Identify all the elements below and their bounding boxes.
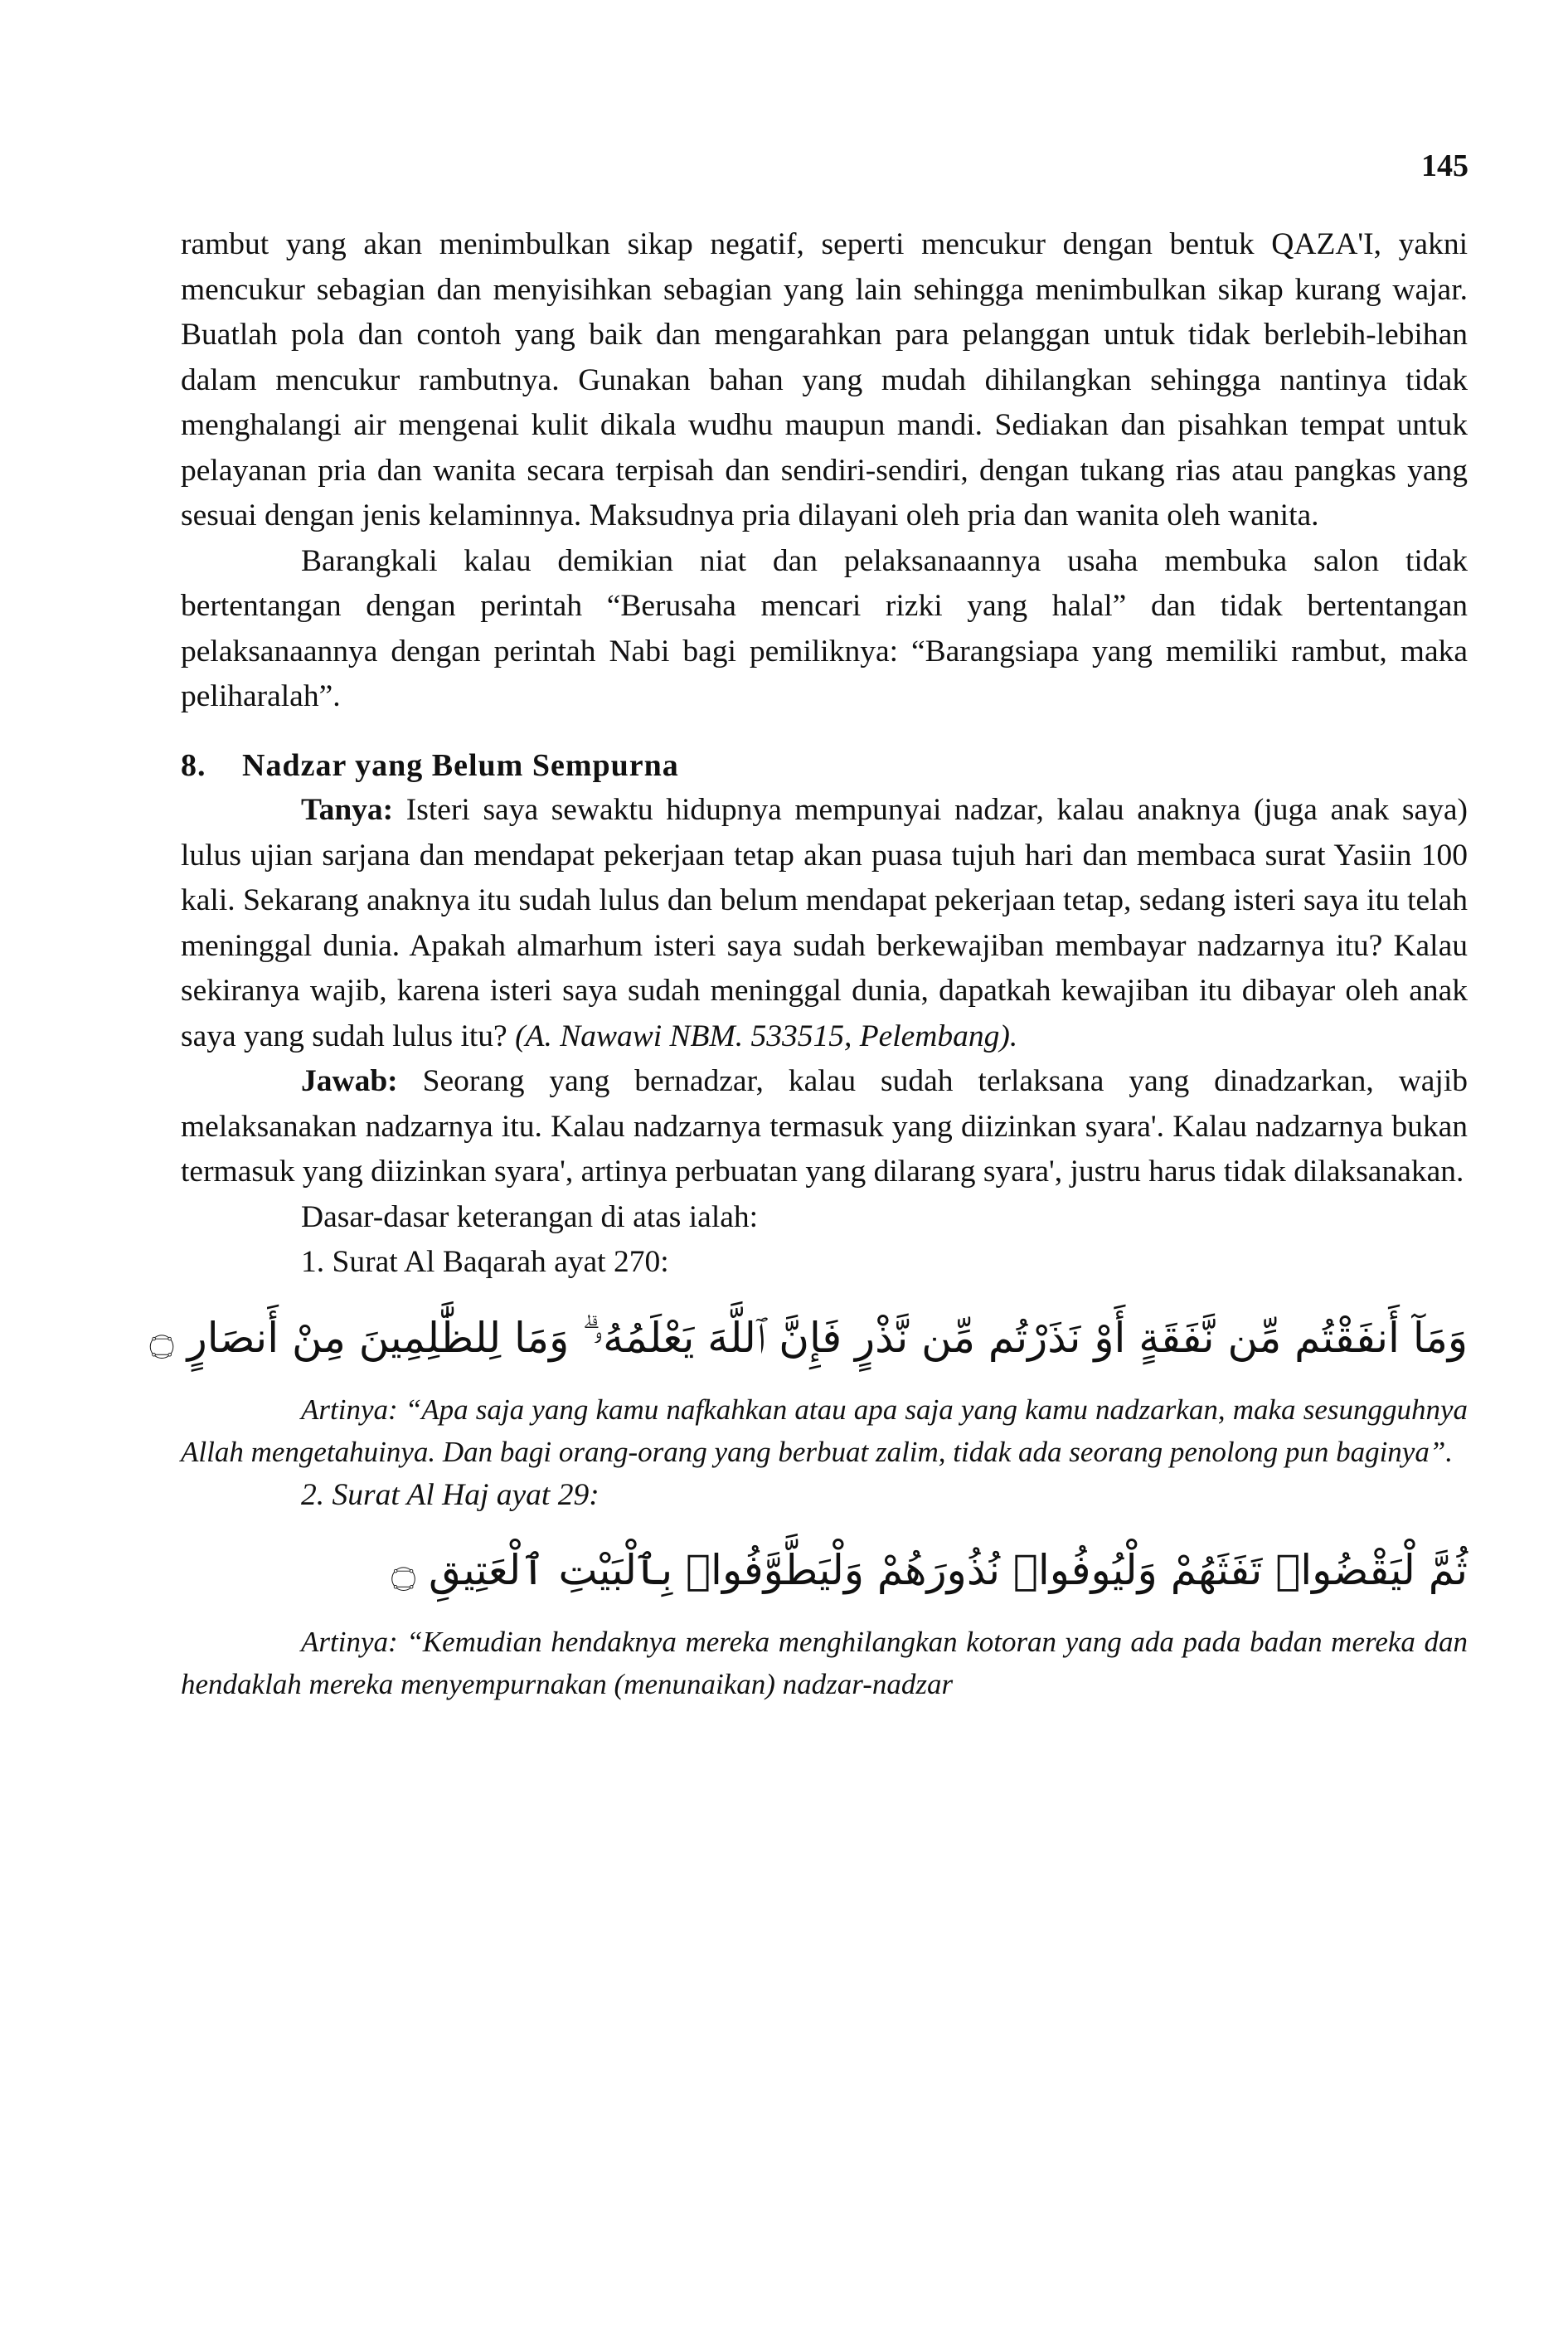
section-heading (181, 743, 1468, 789)
translation-2 (181, 1621, 1468, 1705)
translation-label-1: Artinya: (301, 1393, 398, 1426)
translation-label-2: Artinya: (301, 1626, 398, 1658)
question-label: Tanya: (301, 793, 394, 827)
arabic-verse-2: ثُمَّ لْيَقْضُوا۟ تَفَثَهُمْ وَلْيُوفُوا۟ نُذُورَهُمْ وَلْيَطَّوَّفُوا۟ بِٱلْبَيْتِ ٱلْعَتِيقِ ۝ (391, 1546, 1468, 1594)
answer-paragraph (181, 1059, 1468, 1195)
page-number: 145 (1421, 148, 1468, 183)
translation-text-2: “Kemudian hendaknya mereka menghilangkan kotoran yang ada pada badan mereka dan hendaklah mereka menyempurnakan (menunaikan) nadzar-nadzar (181, 1626, 1468, 1700)
basis-intro: Dasar-dasar keterangan di atas ialah: (301, 1199, 759, 1234)
answer-label: Jawab: (301, 1064, 398, 1098)
answer-text: Seorang yang bernadzar, kalau sudah terlaksana yang dinadzarkan, wajib melaksanakan nadzarnya itu. Kalau nadzarnya termasuk yang diizinkan syara'. Kalau nadzarnya bukan termasuk yang diizinkan syara', artinya perbuatan yang dilarang syara', justru harus tidak dilaksanakan. (181, 1064, 1468, 1189)
paragraph-salon-conclusion: Barangkali kalau demikian niat dan pelaksanaannya usaha membuka salon tidak bertentangan dengan perintah “Berusaha mencari rizki yang halal” dan tidak bertentangan pelaksanaannya dengan perintah Nabi bagi pemiliknya: “Barangsiapa yang memiliki rambut, maka peliharalah”. (181, 543, 1468, 713)
translation-text-1: “Apa saja yang kamu nafkahkan atau apa saja yang kamu nadzarkan, maka sesungguhnya Allah mengetahuinya. Dan bagi orang-orang yang berbuat zalim, tidak ada seorang penolong pun baginya”. (181, 1393, 1468, 1468)
section-number: 8. (181, 747, 206, 783)
page-body (149, 222, 1468, 1705)
question-paragraph (181, 788, 1468, 1059)
question-text: Isteri saya sewaktu hidupnya mempunyai nadzar, kalau anaknya (juga anak saya) lulus ujian sarjana dan mendapat pekerjaan tetap akan puasa tujuh hari dan membaca surat Yasiin 100 kali. Sekarang anaknya itu sudah lulus dan belum mendapat pekerjaan tetap, sedang isteri saya itu telah meninggal dunia. Apakah almarhum isteri saya sudah berkewajiban membayar nadzarnya itu? Kalau sekiranya wajib, karena isteri saya sudah meninggal dunia, dapatkah kewajiban itu dibayar oleh anak saya yang sudah lulus itu? (181, 793, 1468, 1053)
section-title: Nadzar yang Belum Sempurna (242, 747, 679, 783)
paragraph-salon-guidance: rambut yang akan menimbulkan sikap negatif, seperti mencukur dengan bentuk QAZA'I, yakni mencukur sebagian dan menyisihkan sebagian yang lain sehingga menimbulkan sikap kurang wajar. Buatlah pola dan contoh yang baik dan mengarahkan para pelanggan untuk tidak berlebih-lebihan dalam mencukur rambutnya. Gunakan bahan yang mudah dihilangkan sehingga nantinya tidak menghalangi air mengenai kulit dikala wudhu maupun mandi. Sediakan dan pisahkan tempat untuk pelayanan pria dan wanita secara terpisah dan sendiri-sendiri, dengan tukang rias atau pangkas yang sesuai dengan jenis kelaminnya. Maksudnya pria dilayani oleh pria dan wanita oleh wanita. (181, 227, 1468, 532)
translation-1 (181, 1388, 1468, 1473)
arabic-verse-1: وَمَآ أَنفَقْتُم مِّن نَّفَقَةٍ أَوْ نَذَرْتُم مِّن نَّذْرٍ فَإِنَّ ٱللَّهَ يَعْلَمُهُۥ ۗ وَمَا لِلظَّٰلِمِينَ مِنْ أَنصَارٍ ۝ (149, 1313, 1468, 1362)
question-source: (A. Nawawi NBM. 533515, Pelembang). (515, 1019, 1018, 1053)
reference-heading-2: 2. Surat Al Haj ayat 29: (301, 1477, 600, 1512)
reference-heading-1: 1. Surat Al Baqarah ayat 270: (301, 1245, 669, 1279)
